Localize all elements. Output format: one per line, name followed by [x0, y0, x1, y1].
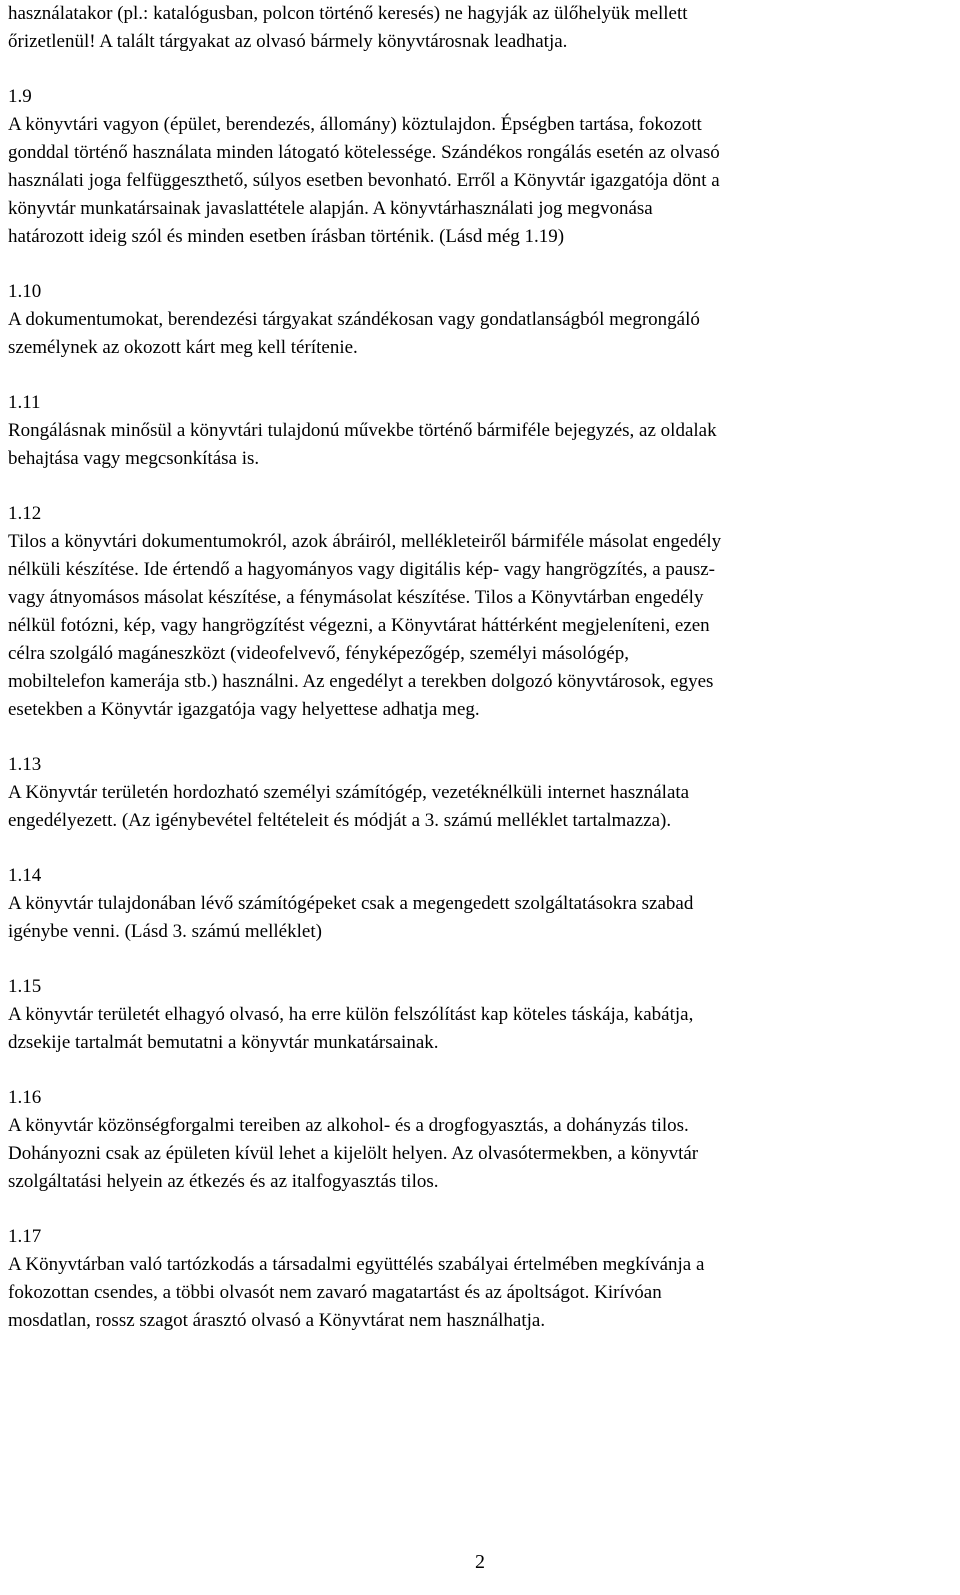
section-number: 1.17	[8, 1226, 42, 1247]
section-line: vagy átnyomásos másolat készítése, a fénymásolat készítése. Tilos a Könyvtárban engedély	[8, 587, 704, 608]
section-number: 1.10	[8, 281, 42, 302]
section-line: szolgáltatási helyein az étkezés és az italfogyasztás tilos.	[8, 1171, 439, 1192]
section-number: 1.14	[8, 865, 42, 886]
section-1-17	[8, 1223, 952, 1335]
section-number: 1.11	[8, 392, 41, 413]
section-line: nélküli készítése. Ide értendő a hagyományos vagy digitális kép- vagy hangrögzítés, a pausz-	[8, 559, 715, 580]
section-line: mobiltelefon kamerája stb.) használni. Az engedélyt a terekben dolgozó könyvtárosok, egyes	[8, 671, 714, 692]
section-line: könyvtár munkatársainak javaslattétele alapján. A könyvtárhasználati jog megvonása	[8, 198, 653, 219]
section-1-13	[8, 751, 952, 835]
section-line: A könyvtár tulajdonában lévő számítógépeket csak a megengedett szolgáltatásokra szabad	[8, 893, 694, 914]
section-line: engedélyezett. (Az igénybevétel feltételeit és módját a 3. számú melléklet tartalmazza).	[8, 810, 672, 831]
section-number: 1.15	[8, 976, 42, 997]
intro-line: használatakor (pl.: katalógusban, polcon történő keresés) ne hagyják az ülőhelyük mellett	[8, 3, 688, 24]
section-number: 1.9	[8, 86, 32, 107]
section-line: A Könyvtár területén hordozható személyi számítógép, vezetéknélküli internet használata	[8, 782, 690, 803]
section-line: célra szolgáló magáneszközt (videofelvevő, fényképezőgép, személyi másológép,	[8, 643, 629, 664]
section-line: személynek az okozott kárt meg kell térítenie.	[8, 337, 358, 358]
section-1-12	[8, 500, 952, 724]
section-line: mosdatlan, rossz szagot árasztó olvasó a Könyvtárat nem használhatja.	[8, 1310, 546, 1331]
section-line: A könyvtári vagyon (épület, berendezés, állomány) köztulajdon. Épségben tartása, fokozott	[8, 114, 702, 135]
section-1-9	[8, 83, 952, 251]
section-1-10	[8, 278, 952, 362]
section-line: A könyvtár területét elhagyó olvasó, ha erre külön felszólítást kap köteles táskája, kabátja,	[8, 1004, 694, 1025]
section-line: A könyvtár közönségforgalmi tereiben az alkohol- és a drogfogyasztás, a dohányzás tilos.	[8, 1115, 689, 1136]
section-line: behajtása vagy megcsonkítása is.	[8, 448, 260, 469]
section-number: 1.12	[8, 503, 42, 524]
section-line: gonddal történő használata minden látogató kötelessége. Szándékos rongálás esetén az olvasó	[8, 142, 720, 163]
section-line: Dohányozni csak az épületen kívül lehet a kijelölt helyen. Az olvasótermekben, a könyvtár	[8, 1143, 699, 1164]
section-number: 1.13	[8, 754, 42, 775]
section-1-14	[8, 862, 952, 946]
page-number: 2	[475, 1551, 485, 1573]
document-page	[8, 0, 952, 1335]
section-line: nélkül fotózni, kép, vagy hangrögzítést végezni, a Könyvtárat háttérként megjeleníteni, ezen	[8, 615, 710, 636]
section-line: használati joga felfüggeszthető, súlyos esetben bevonható. Erről a Könyvtár igazgatója dönt a	[8, 170, 720, 191]
section-line: Tilos a könyvtári dokumentumokról, azok ábráiról, mellékleteiről bármiféle másolat engedély	[8, 531, 722, 552]
section-line: dzsekije tartalmát bemutatni a könyvtár munkatársainak.	[8, 1032, 439, 1053]
section-line: A Könyvtárban való tartózkodás a társadalmi együttélés szabályai értelmében megkívánja a	[8, 1254, 705, 1275]
intro-line: őrizetlenül! A talált tárgyakat az olvasó bármely könyvtárosnak leadhatja.	[8, 31, 568, 52]
section-1-15	[8, 973, 952, 1057]
section-line: határozott ideig szól és minden esetben írásban történik. (Lásd még 1.19)	[8, 226, 565, 247]
section-line: esetekben a Könyvtár igazgatója vagy helyettese adhatja meg.	[8, 699, 480, 720]
section-line: Rongálásnak minősül a könyvtári tulajdonú művekbe történő bármiféle bejegyzés, az oldalak	[8, 420, 717, 441]
section-line: A dokumentumokat, berendezési tárgyakat szándékosan vagy gondatlanságból megrongáló	[8, 309, 700, 330]
section-1-16	[8, 1084, 952, 1196]
section-line: fokozottan csendes, a többi olvasót nem zavaró magatartást és az ápoltságot. Kirívóan	[8, 1282, 662, 1303]
section-1-11	[8, 389, 952, 473]
section-line: igénybe venni. (Lásd 3. számú melléklet)	[8, 921, 322, 942]
section-number: 1.16	[8, 1087, 42, 1108]
intro-paragraph	[8, 0, 952, 56]
